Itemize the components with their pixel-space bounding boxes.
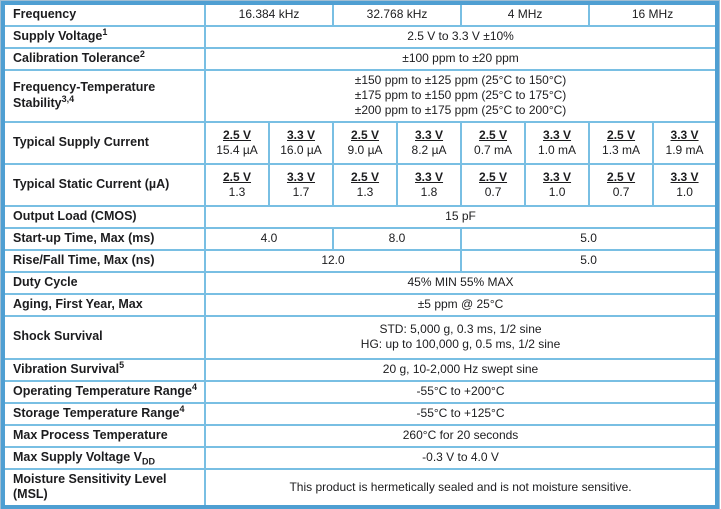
rise-fall-value-2: 5.0 — [461, 250, 717, 272]
row-label-text: Storage Temperature Range — [13, 405, 180, 420]
table-row-aging — [3, 294, 717, 316]
supply-current-cell-4 — [397, 122, 461, 164]
row-label-text: Frequency-Temperature Stability — [13, 80, 156, 110]
table-row-shock-survival — [3, 316, 717, 359]
vibration-survival-value: 20 g, 10-2,000 Hz swept sine — [205, 359, 717, 381]
table-row-startup-time — [3, 228, 717, 250]
row-label-text: Rise/Fall Time, Max (ns) — [13, 252, 155, 267]
supply-current-cell-3 — [333, 122, 397, 164]
frequency-value-4: 16 MHz — [589, 3, 717, 26]
output-load-value: 15 pF — [205, 206, 717, 228]
voltage-head: 3.3 V — [670, 169, 699, 184]
msl-value: This product is hermetically sealed and is not moisture sensitive. — [205, 469, 717, 507]
static-current-cell-5 — [461, 164, 525, 206]
current-value: 9.0 µA — [347, 142, 383, 157]
startup-time-value-3: 5.0 — [461, 228, 717, 250]
row-label-text: Vibration Survival — [13, 361, 120, 376]
voltage-head: 2.5 V — [351, 127, 380, 142]
table-row-rise-fall-time — [3, 250, 717, 272]
voltage-head: 3.3 V — [543, 169, 572, 184]
footnote-superscript: 3,4 — [61, 93, 75, 104]
supply-current-cell-7 — [589, 122, 653, 164]
row-label-typical-static-current — [3, 164, 205, 206]
row-label-text: Max Process Temperature — [13, 427, 168, 442]
storage-temp-range-value: -55°C to +125°C — [205, 403, 717, 425]
row-label-shock-survival — [3, 316, 205, 359]
table-row-typical-static-current — [3, 164, 717, 206]
stability-line-2: ±175 ppm to ±150 ppm (25°C to 175°C) — [354, 88, 567, 103]
freq-temp-stability-value — [205, 70, 717, 122]
static-current-cell-4 — [397, 164, 461, 206]
vdd-subscript: DD — [141, 456, 155, 467]
table-row-vibration-survival — [3, 359, 717, 381]
max-supply-voltage-value: -0.3 V to 4.0 V — [205, 447, 717, 469]
current-value: 16.0 µA — [280, 142, 322, 157]
row-label-output-load — [3, 206, 205, 228]
row-label-text: Supply Voltage — [13, 28, 103, 43]
static-current-cell-3 — [333, 164, 397, 206]
voltage-head: 2.5 V — [607, 169, 636, 184]
frequency-value-3: 4 MHz — [461, 3, 589, 26]
row-label-text: Max Supply Voltage V — [13, 449, 142, 464]
max-process-temp-value: 260°C for 20 seconds — [205, 425, 717, 447]
table-row-max-supply-voltage — [3, 447, 717, 469]
footnote-superscript: 4 — [191, 381, 197, 392]
duty-cycle-value: 45% MIN 55% MAX — [205, 272, 717, 294]
row-label-typical-supply-current — [3, 122, 205, 164]
voltage-head: 3.3 V — [415, 169, 444, 184]
voltage-head: 2.5 V — [222, 127, 252, 142]
table-row-supply-voltage — [3, 26, 717, 48]
footnote-superscript: 1 — [102, 26, 108, 37]
voltage-head: 3.3 V — [286, 127, 316, 142]
operating-temp-range-value: -55°C to +200°C — [205, 381, 717, 403]
row-label-duty-cycle — [3, 272, 205, 294]
voltage-head: 3.3 V — [670, 127, 699, 142]
startup-time-value-2: 8.0 — [333, 228, 461, 250]
voltage-head: 3.3 V — [415, 127, 444, 142]
startup-time-value-1: 4.0 — [205, 228, 333, 250]
supply-current-cell-5 — [461, 122, 525, 164]
supply-current-cell-1 — [205, 122, 269, 164]
current-value: 1.0 — [548, 184, 566, 199]
footnote-superscript: 4 — [179, 403, 185, 414]
spec-table — [1, 1, 719, 509]
static-current-cell-2 — [269, 164, 333, 206]
supply-current-cell-2 — [269, 122, 333, 164]
table-row-output-load — [3, 206, 717, 228]
row-label-freq-temp-stability — [3, 70, 205, 122]
supply-current-cell-6 — [525, 122, 589, 164]
stability-line-3: ±200 ppm to ±175 ppm (25°C to 200°C) — [354, 103, 567, 118]
shock-survival-value — [205, 316, 717, 359]
voltage-head: 2.5 V — [351, 169, 380, 184]
voltage-head: 3.3 V — [286, 169, 316, 184]
row-label-frequency — [3, 3, 205, 26]
row-label-text: Aging, First Year, Max — [13, 296, 143, 311]
row-label-text: Typical Supply Current — [13, 134, 149, 149]
voltage-head: 2.5 V — [222, 169, 252, 184]
voltage-head: 2.5 V — [607, 127, 636, 142]
current-value: 0.7 — [484, 184, 502, 199]
voltage-head: 2.5 V — [479, 127, 508, 142]
frequency-value-1: 16.384 kHz — [205, 3, 333, 26]
row-label-text: Calibration Tolerance — [13, 50, 140, 65]
current-value: 1.8 — [420, 184, 438, 199]
row-label-text: Shock Survival — [13, 329, 103, 344]
row-label-max-supply-voltage — [3, 447, 205, 469]
current-value: 0.7 mA — [474, 142, 513, 157]
current-value: 1.3 mA — [602, 142, 641, 157]
row-label-calibration-tolerance — [3, 48, 205, 70]
row-label-text: Operating Temperature Range — [13, 383, 192, 398]
row-label-text: Output Load (CMOS) — [13, 208, 137, 223]
static-current-cell-1 — [205, 164, 269, 206]
shock-line-2: HG: up to 100,000 g, 0.5 ms, 1/2 sine — [360, 337, 561, 352]
table-row-storage-temp-range — [3, 403, 717, 425]
aging-value: ±5 ppm @ 25°C — [205, 294, 717, 316]
supply-current-cell-8 — [653, 122, 717, 164]
table-row-msl — [3, 469, 717, 507]
row-label-text: Start-up Time, Max (ms) — [13, 230, 155, 245]
row-label-max-process-temp — [3, 425, 205, 447]
row-label-text: Moisture Sensitivity Level (MSL) — [13, 471, 167, 502]
row-label-aging — [3, 294, 205, 316]
row-label-text: Frequency — [13, 7, 77, 21]
table-row-duty-cycle — [3, 272, 717, 294]
current-value: 8.2 µA — [411, 142, 447, 157]
voltage-head: 3.3 V — [543, 127, 572, 142]
table-row-calibration-tolerance — [3, 48, 717, 70]
static-current-cell-8 — [653, 164, 717, 206]
current-value: 1.3 — [356, 184, 374, 199]
calibration-tolerance-value: ±100 ppm to ±20 ppm — [205, 48, 717, 70]
supply-voltage-value: 2.5 V to 3.3 V ±10% — [205, 26, 717, 48]
static-current-cell-7 — [589, 164, 653, 206]
footnote-superscript: 5 — [119, 359, 125, 370]
table-row-operating-temp-range — [3, 381, 717, 403]
row-label-startup-time — [3, 228, 205, 250]
shock-line-1: STD: 5,000 g, 0.3 ms, 1/2 sine — [379, 322, 542, 337]
row-label-operating-temp-range — [3, 381, 205, 403]
current-value: 1.0 mA — [538, 142, 577, 157]
frequency-value-2: 32.768 kHz — [333, 3, 461, 26]
current-value: 0.7 — [612, 184, 630, 199]
table-row-frequency — [3, 3, 717, 26]
row-label-supply-voltage — [3, 26, 205, 48]
table-row-max-process-temp — [3, 425, 717, 447]
current-value: 1.9 mA — [665, 142, 704, 157]
row-label-vibration-survival — [3, 359, 205, 381]
row-label-text: Typical Static Current (µA) — [13, 176, 170, 191]
table-row-freq-temp-stability — [3, 70, 717, 122]
rise-fall-value-1: 12.0 — [205, 250, 461, 272]
table-row-typical-supply-current — [3, 122, 717, 164]
current-value: 1.7 — [292, 184, 310, 199]
row-label-text: Duty Cycle — [13, 274, 78, 289]
static-current-cell-6 — [525, 164, 589, 206]
current-value: 1.3 — [228, 184, 246, 199]
row-label-rise-fall-time — [3, 250, 205, 272]
row-label-storage-temp-range — [3, 403, 205, 425]
footnote-superscript: 2 — [139, 48, 145, 59]
current-value: 15.4 µA — [216, 142, 258, 157]
voltage-head: 2.5 V — [479, 169, 508, 184]
current-value: 1.0 — [676, 184, 693, 199]
stability-line-1: ±150 ppm to ±125 ppm (25°C to 150°C) — [354, 73, 567, 88]
row-label-msl — [3, 469, 205, 507]
